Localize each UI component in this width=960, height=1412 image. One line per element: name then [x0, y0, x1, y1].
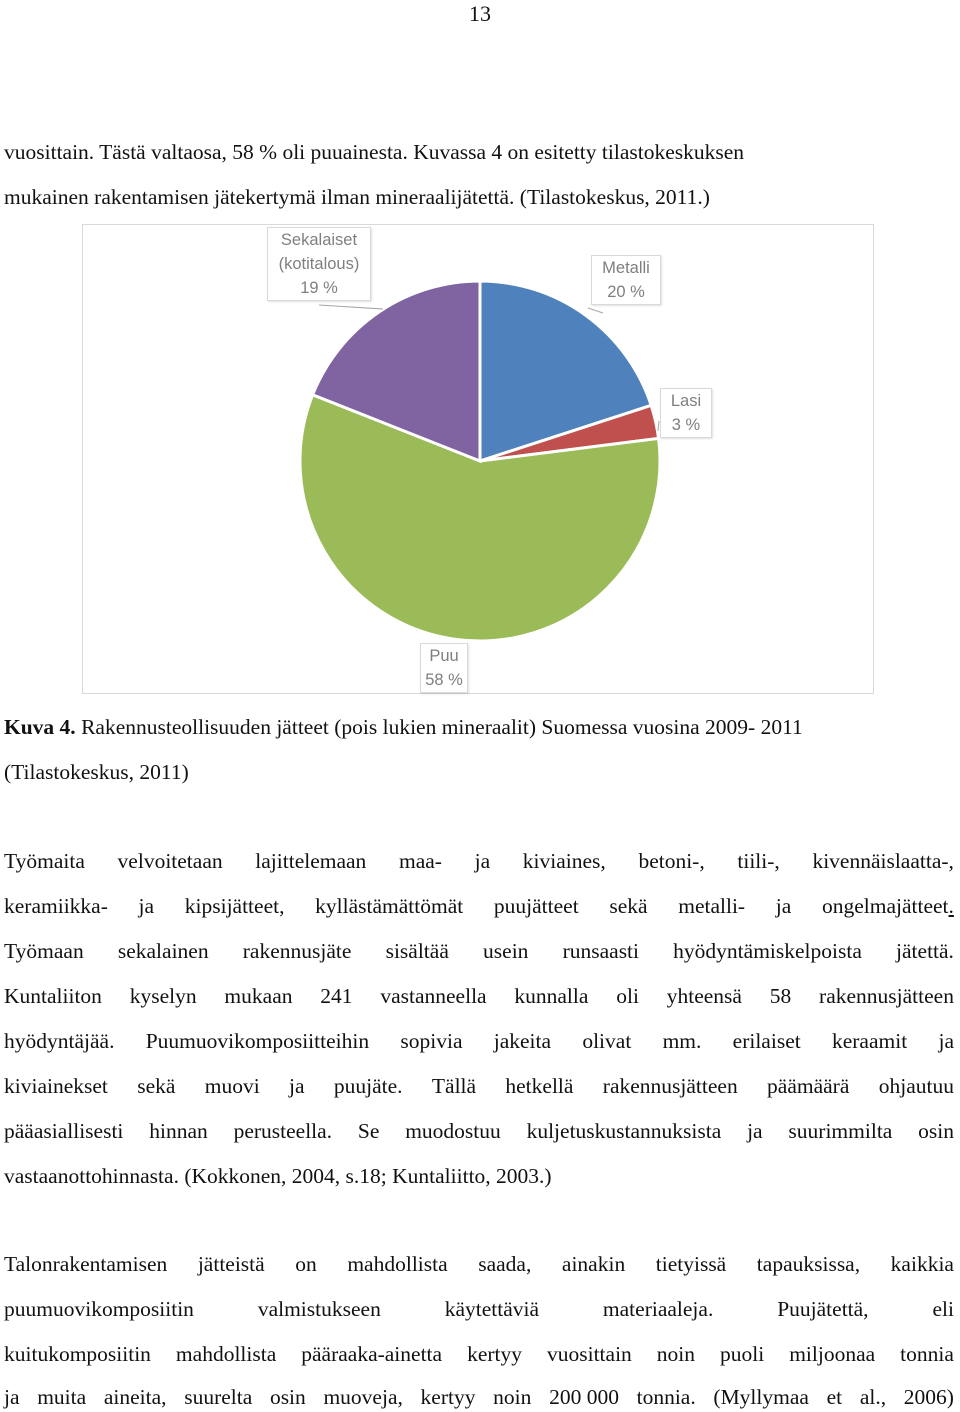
para2-line-2: [4, 1295, 954, 1323]
word: yhteensä: [666, 984, 742, 1008]
para1-line-7: [4, 1117, 954, 1145]
word: materiaaleja.: [602, 1297, 714, 1321]
word: jakeita: [493, 1029, 552, 1053]
word: kuitukomposiitin: [4, 1342, 151, 1366]
word: puoli: [720, 1342, 765, 1366]
word: velvoitetaan: [117, 849, 223, 873]
word: ja: [474, 849, 491, 873]
word: miljoonaa: [789, 1342, 876, 1366]
slice-label-lasi: [660, 388, 712, 438]
word: maa-: [398, 849, 442, 873]
word: aineita,: [103, 1385, 167, 1409]
word: muovi: [204, 1074, 260, 1098]
label-leader-line: [658, 421, 659, 431]
word: ja: [938, 1029, 954, 1053]
word: tietyissä: [655, 1252, 727, 1276]
word: puumuovikomposiitin: [4, 1297, 194, 1321]
word: muoveja,: [323, 1385, 403, 1409]
slice-label-metalli: [591, 255, 661, 305]
word: lajittelemaan: [255, 849, 367, 873]
slice-label-sekalaiset-line-3: 19 %: [300, 279, 338, 297]
word: saada,: [478, 1252, 532, 1276]
word: mahdollista: [347, 1252, 448, 1276]
word: ja: [289, 1074, 305, 1098]
word: on: [295, 1252, 317, 1276]
word: rakennusjäte: [242, 939, 352, 963]
word: perusteella.: [233, 1119, 333, 1143]
word: rakennusjätteen: [602, 1074, 738, 1098]
slice-label-puu-line-1: Puu: [429, 647, 459, 665]
para1-line-5: [4, 1027, 954, 1055]
figure-caption: [4, 713, 954, 741]
word: mukaan: [224, 984, 293, 1008]
word: muodostuu: [405, 1119, 501, 1143]
word: osin: [918, 1119, 954, 1143]
word: pääraaka-ainetta: [301, 1342, 443, 1366]
word: ja: [775, 894, 792, 918]
word: puujäte.: [333, 1074, 403, 1098]
figure-caption-label: Kuva 4.: [4, 715, 76, 739]
word: kyllästämättömät: [315, 894, 464, 918]
word: sekalainen: [117, 939, 209, 963]
word: keramiikka-: [4, 894, 108, 918]
word: jätettä.: [896, 939, 954, 963]
word: oli: [616, 984, 639, 1008]
slice-label-sekalaiset-line-2: (kotitalous): [278, 255, 360, 273]
word: runsaasti: [562, 939, 640, 963]
underlined-period: .: [948, 894, 954, 918]
intro-line-2: mukainen rakentamisen jätekertymä ilman mineraalijätettä. (Tilastokeskus, 2011.): [4, 185, 710, 209]
word: kivennäislaatta-,: [812, 849, 954, 873]
word: sopivia: [400, 1029, 463, 1053]
word: kertyy: [467, 1342, 522, 1366]
word: tiili-,: [737, 849, 780, 873]
word: mm.: [662, 1029, 702, 1053]
word: ja: [747, 1119, 763, 1143]
slice-label-lasi-line-2: 3 %: [671, 416, 701, 434]
word: 2006): [903, 1385, 954, 1409]
word: al.,: [859, 1385, 887, 1409]
word: ongelmajätteet: [821, 894, 949, 918]
word: muita: [37, 1385, 87, 1409]
word: ja: [4, 1385, 20, 1409]
para1-line-1: [4, 847, 954, 875]
word: kunnalla: [514, 984, 589, 1008]
word: sekä: [609, 894, 648, 918]
slice-label-puu: [420, 643, 468, 693]
word: suurimmilta: [788, 1119, 893, 1143]
word: 200 000: [549, 1385, 619, 1409]
word: pääasiallisesti: [4, 1119, 124, 1143]
word: vastanneella: [380, 984, 487, 1008]
slice-label-sekalaiset-line-1: Sekalaiset: [280, 231, 358, 249]
word: suurelta: [184, 1385, 253, 1409]
word: kiviaines,: [522, 849, 606, 873]
word: ja: [138, 894, 155, 918]
para2-line-1: [4, 1250, 954, 1278]
para2-line-4: [4, 1383, 954, 1411]
word: kiviainekset: [4, 1074, 108, 1098]
word: puujätteet: [493, 894, 579, 918]
word: käytettäviä: [444, 1297, 540, 1321]
slice-label-lasi-line-1: Lasi: [670, 392, 702, 410]
word: metalli-: [678, 894, 746, 918]
word: hetkellä: [505, 1074, 574, 1098]
word: hyödyntämiskelpoista: [673, 939, 862, 963]
word: rakennusjätteen: [819, 984, 954, 1008]
label-leader-line: [588, 308, 603, 313]
word: kaikkia: [890, 1252, 954, 1276]
word: noin: [493, 1385, 532, 1409]
word: jätteistä: [197, 1252, 265, 1276]
word: tonnia: [900, 1342, 954, 1366]
word: Se: [357, 1119, 380, 1143]
word: Työmaita: [4, 849, 85, 873]
slice-label-puu-line-2: 58 %: [425, 671, 463, 689]
word: 241: [320, 984, 353, 1008]
word: mahdollista: [175, 1342, 277, 1366]
word: päämäärä: [767, 1074, 850, 1098]
label-leader-line: [319, 305, 383, 309]
para1-line-6: [4, 1072, 954, 1100]
word: hyödyntäjää.: [4, 1029, 115, 1053]
para1-line-4: [4, 982, 954, 1010]
word: keraamit: [831, 1029, 908, 1053]
para1-line-3: [4, 937, 954, 965]
word: hinnan: [149, 1119, 208, 1143]
word: betoni-,: [638, 849, 705, 873]
pie-chart-svg: [83, 225, 875, 695]
word: osin: [269, 1385, 306, 1409]
word: tapauksissa,: [756, 1252, 861, 1276]
word: Työmaan: [4, 939, 84, 963]
para1-line-2: [4, 892, 954, 920]
word: erilaiset: [732, 1029, 801, 1053]
slice-label-sekalaiset: [267, 227, 371, 301]
word: usein: [483, 939, 529, 963]
word-with-period: [822, 892, 954, 920]
word: Kuntaliiton: [4, 984, 102, 1008]
word: Tällä: [431, 1074, 477, 1098]
word: valmistukseen: [257, 1297, 381, 1321]
intro-line-1: vuosittain. Tästä valtaosa, 58 % oli puuainesta. Kuvassa 4 on esitetty tilastokeskuksen: [4, 140, 745, 164]
word: kuljetuskustannuksista: [526, 1119, 722, 1143]
slice-label-metalli-line-1: Metalli: [602, 259, 650, 277]
word: eli: [932, 1297, 954, 1321]
word: (Myllymaa: [713, 1385, 809, 1409]
para2-line-3: [4, 1340, 954, 1368]
page-number: 13: [469, 1, 491, 26]
word: et: [826, 1385, 843, 1409]
word: kertyy: [420, 1385, 476, 1409]
word: ohjautuu: [878, 1074, 954, 1098]
figure-caption-text: Rakennusteollisuuden jätteet (pois lukien mineraalit) Suomessa vuosina 2009- 2011: [75, 715, 803, 739]
slice-label-metalli-line-2: 20 %: [607, 283, 645, 301]
word: ainakin: [561, 1252, 626, 1276]
word: 58: [769, 984, 792, 1008]
word: Puumuovikomposiitteihin: [145, 1029, 370, 1053]
figure-caption-line-2: (Tilastokeskus, 2011): [4, 760, 189, 784]
word: Talonrakentamisen: [4, 1252, 168, 1276]
word: sisältää: [385, 939, 449, 963]
word: kipsijätteet,: [184, 894, 285, 918]
pie-chart: [82, 224, 874, 694]
word: sekä: [137, 1074, 176, 1098]
word: tonnia.: [636, 1385, 696, 1409]
word: kyselyn: [129, 984, 197, 1008]
word: vuosittain: [546, 1342, 632, 1366]
word: olivat: [582, 1029, 632, 1053]
word: Puujätettä,: [777, 1297, 869, 1321]
para1-line-8: vastaanottohinnasta. (Kokkonen, 2004, s.18; Kuntaliitto, 2003.): [4, 1164, 552, 1188]
word: noin: [656, 1342, 696, 1366]
